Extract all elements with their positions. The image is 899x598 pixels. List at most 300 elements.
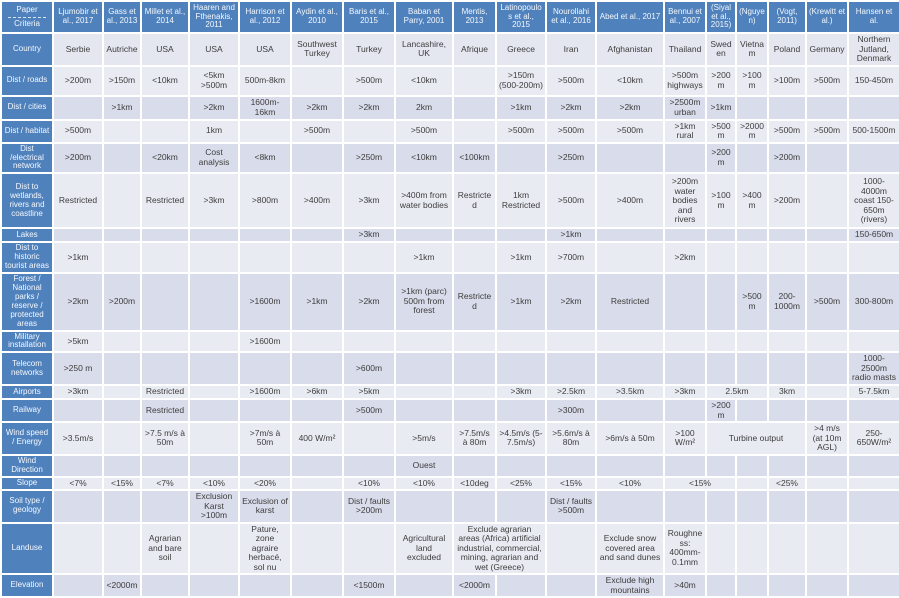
empty-cell (396, 400, 452, 421)
criteria-row-label: Wind Direction (2, 456, 52, 476)
empty-cell (292, 575, 342, 596)
empty-cell (807, 353, 847, 384)
criteria-row-label: Airports (2, 386, 52, 398)
value-cell: <5km >500m (190, 67, 238, 95)
value-cell: >400m (737, 174, 767, 227)
value-cell: >7m/s à 50m (240, 423, 290, 454)
empty-cell (707, 491, 735, 522)
value-cell: >500m (769, 121, 805, 142)
value-cell: 150-450m (849, 67, 899, 95)
empty-cell (240, 243, 290, 272)
criteria-row-label: Dist /electrical network (2, 144, 52, 173)
value-cell: >3.5km (597, 386, 663, 398)
paper-header-cell: (Krewitt et al.) (807, 2, 847, 32)
value-cell: >500m (737, 274, 767, 330)
value-cell: >200m water bodies and rivers (665, 174, 705, 227)
empty-cell (497, 332, 545, 352)
value-cell: 1000-2500m radio masts (849, 353, 899, 384)
value-cell: >3km (665, 386, 705, 398)
empty-cell (807, 386, 847, 398)
value-cell: Exclusion Karst >100m (190, 491, 238, 522)
empty-cell (597, 243, 663, 272)
value-cell: <100km (454, 144, 495, 173)
empty-cell (665, 229, 705, 241)
empty-cell (344, 456, 394, 476)
value-cell: <2000m (454, 575, 495, 596)
value-cell: <10% (190, 478, 238, 490)
value-cell: >3km (190, 174, 238, 227)
empty-cell (737, 243, 767, 272)
empty-cell (849, 243, 899, 272)
value-cell: 5-7.5km (849, 386, 899, 398)
criteria-row-label: Country (2, 34, 52, 65)
value-cell: >400m from water bodies (396, 174, 452, 227)
value-cell: <1500m (344, 575, 394, 596)
empty-cell (142, 121, 188, 142)
value-cell: Iran (547, 34, 595, 65)
empty-cell (737, 491, 767, 522)
value-cell: >800m (240, 174, 290, 227)
value-cell: >3km (54, 386, 102, 398)
empty-cell (849, 456, 899, 476)
value-cell: Dist / faults >200m (344, 491, 394, 522)
paper-header-cell: Latinopoulos et al., 2015 (497, 2, 545, 32)
empty-cell (597, 491, 663, 522)
paper-header-cell: Bennui et al., 2007 (665, 2, 705, 32)
value-cell: Turbine output (707, 423, 805, 454)
value-cell: >1600m (240, 386, 290, 398)
value-cell: Exclude agrarian areas (Africa) artificial industrial, commercial, mining, agrarian and wet (Greece) (454, 524, 545, 574)
value-cell: 1km Restricted (497, 174, 545, 227)
empty-cell (454, 67, 495, 95)
empty-cell (292, 400, 342, 421)
value-cell: Turkey (344, 34, 394, 65)
empty-cell (104, 423, 140, 454)
value-cell: >500m (547, 174, 595, 227)
value-cell: >500m (547, 67, 595, 95)
empty-cell (240, 456, 290, 476)
empty-cell (737, 332, 767, 352)
criteria-row-label: Slope (2, 478, 52, 490)
empty-cell (104, 332, 140, 352)
empty-cell (344, 243, 394, 272)
value-cell: <10km (597, 67, 663, 95)
paper-header-cell: Harrison et al., 2012 (240, 2, 290, 32)
value-cell: >500m (344, 67, 394, 95)
empty-cell (547, 524, 595, 574)
empty-cell (769, 353, 805, 384)
value-cell: >600m (344, 353, 394, 384)
value-cell: >2km (190, 97, 238, 119)
empty-cell (190, 332, 238, 352)
value-cell: >100 W/m² (665, 423, 705, 454)
value-cell: >2km (292, 97, 342, 119)
empty-cell (454, 353, 495, 384)
empty-cell (597, 332, 663, 352)
empty-cell (142, 353, 188, 384)
value-cell: Northern Jutland, Denmark (849, 34, 899, 65)
empty-cell (292, 478, 342, 490)
paper-header-cell: Mentis, 2013 (454, 2, 495, 32)
empty-cell (547, 332, 595, 352)
value-cell: >6km (292, 386, 342, 398)
empty-cell (104, 524, 140, 574)
criteria-row-label: Railway (2, 400, 52, 421)
value-cell: >200m (104, 274, 140, 330)
empty-cell (54, 456, 102, 476)
empty-cell (807, 144, 847, 173)
empty-cell (396, 332, 452, 352)
empty-cell (807, 575, 847, 596)
empty-cell (769, 97, 805, 119)
empty-cell (849, 478, 899, 490)
empty-cell (707, 274, 735, 330)
value-cell: >5m/s (396, 423, 452, 454)
empty-cell (769, 400, 805, 421)
value-cell: >1km (396, 243, 452, 272)
value-cell: >250m (344, 144, 394, 173)
empty-cell (547, 353, 595, 384)
empty-cell (807, 400, 847, 421)
value-cell: Cost analysis (190, 144, 238, 173)
empty-cell (190, 274, 238, 330)
paper-header-cell: Baris et al., 2015 (344, 2, 394, 32)
empty-cell (497, 491, 545, 522)
empty-cell (190, 243, 238, 272)
empty-cell (396, 575, 452, 596)
paper-header-cell: Nourollahi et al., 2016 (547, 2, 595, 32)
empty-cell (54, 575, 102, 596)
empty-cell (849, 400, 899, 421)
value-cell: >4.5m/s (5-7.5m/s) (497, 423, 545, 454)
value-cell: <10% (396, 478, 452, 490)
value-cell: Serbie (54, 34, 102, 65)
value-cell: >1km (parc) 500m from forest (396, 274, 452, 330)
paper-header-cell: Aydin et al., 2010 (292, 2, 342, 32)
empty-cell (142, 243, 188, 272)
value-cell: Restricted (454, 274, 495, 330)
value-cell: >1km (497, 243, 545, 272)
empty-cell (707, 524, 735, 574)
value-cell: >5km (344, 386, 394, 398)
paper-header-cell: Baban et Parry, 2001 (396, 2, 452, 32)
value-cell: >1600m (240, 274, 290, 330)
empty-cell (665, 144, 705, 173)
empty-cell (665, 456, 705, 476)
empty-cell (454, 121, 495, 142)
empty-cell (292, 67, 342, 95)
empty-cell (547, 456, 595, 476)
empty-cell (240, 575, 290, 596)
value-cell: >1km rural (665, 121, 705, 142)
value-cell: >2000m (737, 121, 767, 142)
empty-cell (769, 332, 805, 352)
empty-cell (344, 524, 394, 574)
value-cell: <10% (344, 478, 394, 490)
empty-cell (497, 575, 545, 596)
empty-cell (454, 243, 495, 272)
empty-cell (104, 400, 140, 421)
value-cell: <10km (396, 67, 452, 95)
value-cell: >5.6m/s à 80m (547, 423, 595, 454)
empty-cell (344, 121, 394, 142)
corner-divider (8, 17, 46, 18)
criteria-row-label: Soil type / geology (2, 491, 52, 522)
value-cell: Dist / faults >500m (547, 491, 595, 522)
empty-cell (54, 229, 102, 241)
value-cell: >500m (807, 274, 847, 330)
empty-cell (737, 524, 767, 574)
empty-cell (547, 575, 595, 596)
empty-cell (104, 456, 140, 476)
paper-header-cell: Haaren and Fthenakis, 2011 (190, 2, 238, 32)
value-cell: >200 m (707, 67, 735, 95)
empty-cell (190, 456, 238, 476)
value-cell: >500 m (707, 121, 735, 142)
value-cell: >200 m (707, 400, 735, 421)
empty-cell (454, 229, 495, 241)
criteria-row-label: Dist / cities (2, 97, 52, 119)
empty-cell (104, 174, 140, 227)
empty-cell (807, 524, 847, 574)
value-cell: 1000-4000m coast 150-650m (rivers) (849, 174, 899, 227)
empty-cell (497, 144, 545, 173)
value-cell: >2km (665, 243, 705, 272)
value-cell: 2.5km (707, 386, 767, 398)
criteria-row-label: Lakes (2, 229, 52, 241)
corner-cell (2, 2, 52, 32)
empty-cell (292, 144, 342, 173)
empty-cell (849, 524, 899, 574)
empty-cell (807, 229, 847, 241)
empty-cell (454, 456, 495, 476)
value-cell: >1600m (240, 332, 290, 352)
value-cell: <10deg (454, 478, 495, 490)
value-cell: >1km (54, 243, 102, 272)
value-cell: >2km (344, 274, 394, 330)
value-cell: 250-650W/m² (849, 423, 899, 454)
empty-cell (807, 243, 847, 272)
value-cell: >7.5 m/s à 50m (142, 423, 188, 454)
empty-cell (849, 491, 899, 522)
value-cell: >1km (497, 274, 545, 330)
empty-cell (597, 456, 663, 476)
value-cell: <25% (769, 478, 805, 490)
value-cell: >5km (54, 332, 102, 352)
empty-cell (597, 400, 663, 421)
empty-cell (142, 332, 188, 352)
value-cell: Sweden (707, 34, 735, 65)
value-cell: Pature, zone agraire herbacé, sol nu (240, 524, 290, 574)
empty-cell (707, 575, 735, 596)
value-cell: <7% (142, 478, 188, 490)
value-cell: Agricultural land excluded (396, 524, 452, 574)
value-cell: Restricted (142, 386, 188, 398)
empty-cell (142, 456, 188, 476)
criteria-row-label: Dist / roads (2, 67, 52, 95)
value-cell: Exclude snow covered area and sand dunes (597, 524, 663, 574)
value-cell: >2km (597, 97, 663, 119)
empty-cell (344, 423, 394, 454)
criteria-row-label: Forest / National parks / reserve / protected areas (2, 274, 52, 330)
empty-cell (737, 575, 767, 596)
value-cell: >500m highways (665, 67, 705, 95)
empty-cell (190, 229, 238, 241)
value-cell: <8km (240, 144, 290, 173)
value-cell: <20% (240, 478, 290, 490)
value-cell: >4 m/s (at 10m AGL) (807, 423, 847, 454)
value-cell: >1km (104, 97, 140, 119)
empty-cell (142, 97, 188, 119)
value-cell: >500m (54, 121, 102, 142)
paper-header-cell: Hansen et al. (849, 2, 899, 32)
empty-cell (54, 524, 102, 574)
empty-cell (142, 229, 188, 241)
value-cell: >500m (807, 67, 847, 95)
empty-cell (104, 353, 140, 384)
empty-cell (292, 456, 342, 476)
empty-cell (54, 491, 102, 522)
empty-cell (737, 144, 767, 173)
value-cell: Thailand (665, 34, 705, 65)
value-cell: Restricted (597, 274, 663, 330)
value-cell: >200 m (707, 144, 735, 173)
value-cell: Restricted (54, 174, 102, 227)
value-cell: <25% (497, 478, 545, 490)
value-cell: <15% (104, 478, 140, 490)
empty-cell (240, 400, 290, 421)
empty-cell (190, 423, 238, 454)
empty-cell (665, 353, 705, 384)
empty-cell (769, 575, 805, 596)
empty-cell (240, 229, 290, 241)
paper-header-cell: (Siyal et al., 2015) (707, 2, 735, 32)
value-cell: <2000m (104, 575, 140, 596)
empty-cell (807, 332, 847, 352)
value-cell: Restricted (142, 400, 188, 421)
value-cell: USA (190, 34, 238, 65)
empty-cell (142, 274, 188, 330)
value-cell: >2km (547, 97, 595, 119)
value-cell: USA (142, 34, 188, 65)
value-cell: 1km (190, 121, 238, 142)
empty-cell (292, 332, 342, 352)
empty-cell (104, 386, 140, 398)
empty-cell (240, 353, 290, 384)
empty-cell (707, 353, 735, 384)
value-cell: >250 m (54, 353, 102, 384)
empty-cell (142, 491, 188, 522)
value-cell: >2km (547, 274, 595, 330)
empty-cell (292, 491, 342, 522)
empty-cell (665, 274, 705, 330)
value-cell: >300m (547, 400, 595, 421)
empty-cell (396, 386, 452, 398)
paper-header-cell: Ljumobir et al., 2017 (54, 2, 102, 32)
criteria-row-label: Dist to historic tourist areas (2, 243, 52, 272)
value-cell: Agrarian and bare soil (142, 524, 188, 574)
value-cell: Exclude high mountains (597, 575, 663, 596)
empty-cell (454, 491, 495, 522)
value-cell: >200m (769, 174, 805, 227)
value-cell: <10km (142, 67, 188, 95)
empty-cell (737, 353, 767, 384)
value-cell: >2500m urban (665, 97, 705, 119)
value-cell: 500-1500m (849, 121, 899, 142)
value-cell: Afrique (454, 34, 495, 65)
empty-cell (497, 456, 545, 476)
value-cell: Lancashire, UK (396, 34, 452, 65)
empty-cell (769, 229, 805, 241)
empty-cell (142, 575, 188, 596)
paper-header-cell: (Vogt, 2011) (769, 2, 805, 32)
empty-cell (497, 400, 545, 421)
value-cell: >3.5m/s (54, 423, 102, 454)
empty-cell (344, 332, 394, 352)
empty-cell (497, 229, 545, 241)
value-cell: Roughness: 400mm-0.1mm (665, 524, 705, 574)
value-cell: <7% (54, 478, 102, 490)
empty-cell (454, 400, 495, 421)
empty-cell (104, 121, 140, 142)
value-cell: >500m (292, 121, 342, 142)
value-cell: >1km (497, 97, 545, 119)
value-cell: >700m (547, 243, 595, 272)
value-cell: 1600m-16km (240, 97, 290, 119)
empty-cell (737, 97, 767, 119)
value-cell: Germany (807, 34, 847, 65)
value-cell: >2km (344, 97, 394, 119)
paper-header-cell: Gass et al., 2013 (104, 2, 140, 32)
empty-cell (807, 491, 847, 522)
value-cell: >200m (769, 144, 805, 173)
value-cell: >500m (396, 121, 452, 142)
empty-cell (737, 456, 767, 476)
value-cell: 2km (396, 97, 452, 119)
value-cell: >3km (344, 174, 394, 227)
empty-cell (190, 353, 238, 384)
empty-cell (597, 144, 663, 173)
value-cell: >100m (737, 67, 767, 95)
criteria-row-label: Telecom networks (2, 353, 52, 384)
value-cell: >100m (769, 67, 805, 95)
value-cell: Afghanistan (597, 34, 663, 65)
corner-criteria-label: Criteria (14, 18, 40, 28)
value-cell: Exclusion of karst (240, 491, 290, 522)
value-cell: USA (240, 34, 290, 65)
value-cell: 3km (769, 386, 805, 398)
paper-header-cell: Millet et al., 2014 (142, 2, 188, 32)
value-cell: >1km (292, 274, 342, 330)
empty-cell (707, 332, 735, 352)
empty-cell (454, 386, 495, 398)
empty-cell (849, 97, 899, 119)
empty-cell (807, 97, 847, 119)
empty-cell (190, 400, 238, 421)
empty-cell (190, 524, 238, 574)
empty-cell (707, 456, 735, 476)
empty-cell (737, 400, 767, 421)
empty-cell (665, 491, 705, 522)
empty-cell (396, 229, 452, 241)
empty-cell (104, 491, 140, 522)
value-cell: >500m (807, 121, 847, 142)
criteria-row-label: Elevation (2, 575, 52, 596)
value-cell: Vietnam (737, 34, 767, 65)
empty-cell (454, 332, 495, 352)
empty-cell (849, 575, 899, 596)
value-cell: >500m (497, 121, 545, 142)
